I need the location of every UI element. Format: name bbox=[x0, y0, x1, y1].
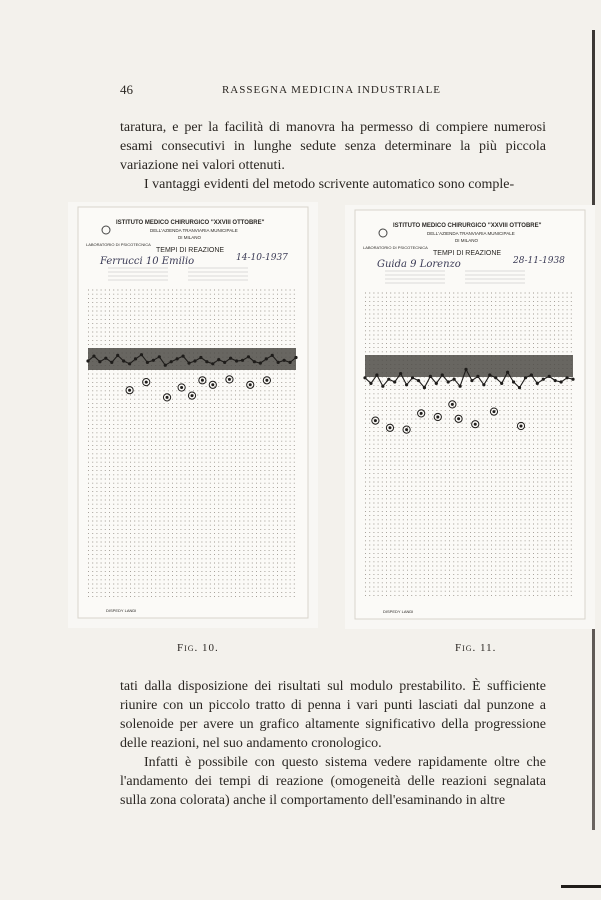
reaction-time-form-chart bbox=[68, 202, 318, 628]
trace-point bbox=[530, 373, 533, 376]
trace-point bbox=[211, 362, 214, 365]
trace-point bbox=[193, 359, 196, 362]
form-footer: DISPEDY LANDI bbox=[383, 609, 414, 614]
trace-point bbox=[512, 380, 515, 383]
circled-point-center bbox=[388, 426, 391, 429]
trace-point bbox=[187, 362, 190, 365]
circled-point-center bbox=[128, 389, 131, 392]
colored-zone-band bbox=[365, 355, 573, 377]
form-institute: ISTITUTO MEDICO CHIRURGICO "XXVIII OTTOBRE" bbox=[116, 220, 265, 226]
trace-point bbox=[393, 380, 396, 383]
body-paragraph: tati dalla disposizione dei risultati sul modulo prestabilito. È sufficiente riunire con un piccolo tratto di penna i vari punti lasciati dal punzone a solenoide per avere un grafico altamente significativo della progressione delle reazioni, nel suo andamento cronologico. bbox=[120, 679, 546, 751]
trace-point bbox=[429, 375, 432, 378]
page-corner-mark bbox=[561, 885, 601, 888]
trace-point bbox=[265, 357, 268, 360]
trace-point bbox=[86, 359, 89, 362]
trace-point bbox=[181, 355, 184, 358]
figure-10-caption: Fig. 10. bbox=[177, 642, 219, 654]
body-paragraph: Infatti è possibile con questo sistema vedere rapidamente oltre che l'andamento dei tempi di reazione (omogeneità delle reazioni segnalata sulla zona colorata) anche il comportamento dell'esaminando in altre bbox=[120, 755, 546, 808]
trace-point bbox=[476, 375, 479, 378]
form-lab: LABORATORIO DI PSICOTECNICA bbox=[363, 245, 428, 250]
circled-point-center bbox=[405, 428, 408, 431]
circled-point-center bbox=[191, 394, 194, 397]
body-paragraph: taratura, e per la facilità di manovra ha permesso di compiere numerosi esami consecutivi in lunghe sedute senza determinare la più piccola variazione nei valori ottenuti. bbox=[120, 120, 546, 173]
trace-point bbox=[470, 379, 473, 382]
form-city: DI MILANO bbox=[178, 235, 202, 240]
trace-point bbox=[158, 355, 161, 358]
trace-point bbox=[565, 376, 568, 379]
circled-point-center bbox=[249, 383, 252, 386]
circled-point-center bbox=[374, 419, 377, 422]
trace-point bbox=[405, 383, 408, 386]
circled-point-center bbox=[474, 423, 477, 426]
trace-point bbox=[548, 375, 551, 378]
trace-point bbox=[399, 372, 402, 375]
trace-point bbox=[560, 380, 563, 383]
trace-point bbox=[164, 364, 167, 367]
circled-point-center bbox=[492, 410, 495, 413]
trace-point bbox=[170, 360, 173, 363]
form-title: TEMPI DI REAZIONE bbox=[156, 247, 225, 254]
trace-point bbox=[423, 386, 426, 389]
trace-point bbox=[536, 382, 539, 385]
circled-point-center bbox=[211, 383, 214, 386]
trace-point bbox=[458, 385, 461, 388]
form-lab: LABORATORIO DI PSICOTECNICA bbox=[86, 242, 151, 247]
circled-point-center bbox=[457, 417, 460, 420]
circled-point-center bbox=[201, 379, 204, 382]
handwritten-name: Guida 9 Lorenzo bbox=[377, 259, 461, 270]
circled-point-center bbox=[265, 379, 268, 382]
form-sheet bbox=[78, 207, 308, 618]
page-number: 46 bbox=[120, 82, 133, 97]
trace-point bbox=[571, 378, 574, 381]
circled-point-center bbox=[228, 378, 231, 381]
figure-11-image bbox=[345, 205, 595, 629]
trace-point bbox=[259, 362, 262, 365]
trace-point bbox=[500, 382, 503, 385]
trace-point bbox=[375, 373, 378, 376]
trace-point bbox=[294, 356, 297, 359]
form-footer: DISPEDY LANDI bbox=[106, 608, 137, 613]
body-paragraph: I vantaggi evidenti del metodo scrivente automatico sono comple- bbox=[144, 177, 515, 192]
circled-point-center bbox=[166, 396, 169, 399]
circled-point-center bbox=[520, 425, 523, 428]
trace-point bbox=[441, 373, 444, 376]
reaction-time-form-chart bbox=[345, 205, 595, 629]
trace-point bbox=[247, 355, 250, 358]
handwritten-date: 14-10-1937 bbox=[236, 253, 288, 263]
running-head: RASSEGNA MEDICINA INDUSTRIALE bbox=[221, 84, 442, 96]
trace-point bbox=[140, 353, 143, 356]
trace-point bbox=[411, 376, 414, 379]
trace-point bbox=[253, 360, 256, 363]
trace-point bbox=[363, 376, 366, 379]
figure-10-image bbox=[68, 202, 318, 628]
trace-point bbox=[217, 358, 220, 361]
trace-point bbox=[518, 386, 521, 389]
trace-point bbox=[104, 357, 107, 360]
trace-point bbox=[98, 360, 101, 363]
trace-point bbox=[116, 354, 119, 357]
form-dept: DELL'AZIENDA TRANVIARIA MUNICIPALE bbox=[150, 228, 238, 233]
trace-point bbox=[283, 359, 286, 362]
trace-point bbox=[241, 359, 244, 362]
trace-point bbox=[482, 383, 485, 386]
trace-point bbox=[453, 378, 456, 381]
form-dept: DELL'AZIENDA TRANVIARIA MUNICIPALE bbox=[427, 231, 515, 236]
form-institute: ISTITUTO MEDICO CHIRURGICO "XXVIII OTTOBRE" bbox=[393, 223, 542, 229]
trace-point bbox=[447, 380, 450, 383]
trace-point bbox=[146, 361, 149, 364]
trace-point bbox=[134, 357, 137, 360]
circled-point-center bbox=[436, 416, 439, 419]
trace-point bbox=[122, 359, 125, 362]
circled-point-center bbox=[145, 381, 148, 384]
trace-point bbox=[381, 385, 384, 388]
trace-point bbox=[369, 382, 372, 385]
circled-point-center bbox=[180, 386, 183, 389]
trace-point bbox=[488, 373, 491, 376]
trace-point bbox=[277, 361, 280, 364]
trace-point bbox=[205, 360, 208, 363]
trace-point bbox=[128, 362, 131, 365]
trace-point bbox=[92, 355, 95, 358]
trace-point bbox=[235, 359, 238, 362]
trace-point bbox=[223, 361, 226, 364]
handwritten-name: Ferrucci 10 Emilio bbox=[100, 256, 195, 267]
trace-point bbox=[288, 361, 291, 364]
trace-point bbox=[524, 376, 527, 379]
handwritten-date: 28-11-1938 bbox=[513, 256, 565, 266]
circled-point-center bbox=[420, 412, 423, 415]
circled-point-center bbox=[451, 403, 454, 406]
trace-point bbox=[417, 379, 420, 382]
trace-point bbox=[387, 378, 390, 381]
trace-point bbox=[199, 356, 202, 359]
trace-point bbox=[152, 359, 155, 362]
figure-11-caption: Fig. 11. bbox=[455, 642, 497, 654]
trace-point bbox=[229, 357, 232, 360]
trace-point bbox=[554, 379, 557, 382]
trace-point bbox=[110, 361, 113, 364]
form-city: DI MILANO bbox=[455, 238, 479, 243]
trace-point bbox=[506, 371, 509, 374]
form-title: TEMPI DI REAZIONE bbox=[433, 250, 502, 257]
trace-point bbox=[271, 354, 274, 357]
trace-point bbox=[435, 382, 438, 385]
trace-point bbox=[542, 378, 545, 381]
trace-point bbox=[494, 376, 497, 379]
trace-point bbox=[464, 368, 467, 371]
trace-point bbox=[176, 357, 179, 360]
